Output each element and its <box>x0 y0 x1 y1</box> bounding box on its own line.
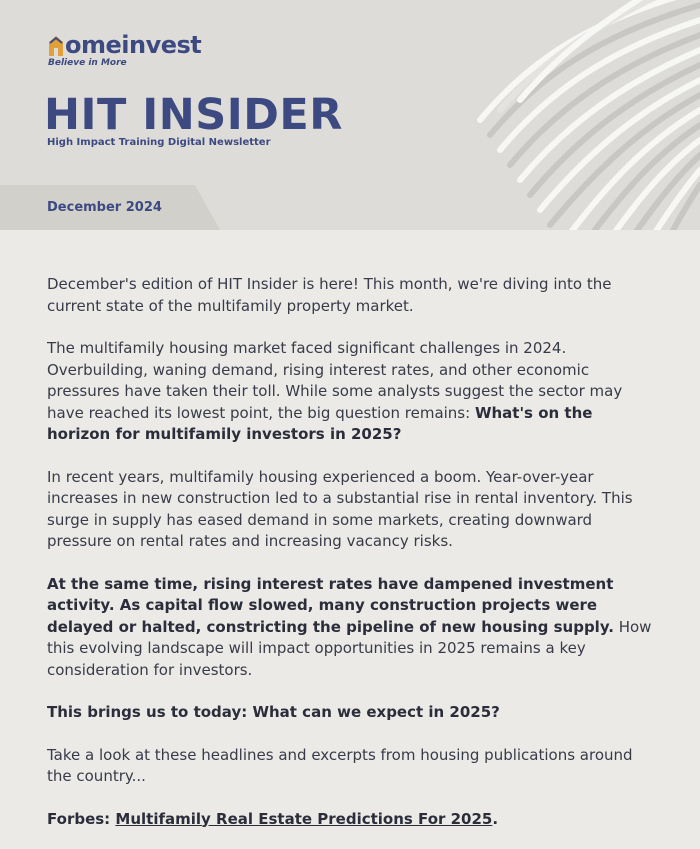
boom-paragraph: In recent years, multifamily housing experienced a boom. Year-over-year increases in new construction led to a substantial rise in rental inventory. This surge in supply has eased demand in some markets, creating downward pressure on rental rates and increasing vacancy risks. <box>47 467 633 550</box>
intro-paragraph: December's edition of HIT Insider is here! This month, we're diving into the current state of the multifamily property market. <box>47 275 612 315</box>
issue-date: December 2024 <box>47 200 162 215</box>
newsletter-header <box>0 0 700 230</box>
house-icon <box>47 34 65 56</box>
interest-rates-paragraph: At the same time, rising interest rates have dampened investment activity. As capital flow slowed, many construction projects were delayed or halted, constricting the pipeline of new housing supply. How this evolving landscape will impact opportunities in 2025 remains a key consideration for investors. <box>47 574 652 679</box>
logo-wordmark: omeinvest <box>47 31 201 59</box>
newsletter-body <box>0 230 700 830</box>
newsletter-title: HIT INSIDER <box>44 90 343 140</box>
abstract-waves-graphic <box>440 0 700 230</box>
forbes-article-link[interactable]: Multifamily Real Estate Predictions For 2025 <box>115 809 493 828</box>
homeinvest-logo[interactable] <box>47 31 201 59</box>
newsletter-subtitle: High Impact Training Digital Newsletter <box>47 137 271 148</box>
expectations-heading: This brings us to today: What can we expect in 2025? <box>47 703 500 721</box>
market-challenges-paragraph: The multifamily housing market faced significant challenges in 2024. Overbuilding, waning demand, rising interest rates, and other economic pressures have taken their toll. While some analysts suggest the sector may have reached its lowest point, the big question remains: What's on the horizon for multifamily investors in 2025? <box>47 339 623 443</box>
forbes-line: Forbes: Multifamily Real Estate Predictions For 2025. <box>47 809 499 828</box>
logo-tagline: Believe in More <box>48 58 127 68</box>
headlines-intro-paragraph: Take a look at these headlines and excerpts from housing publications around the country... <box>47 745 633 785</box>
